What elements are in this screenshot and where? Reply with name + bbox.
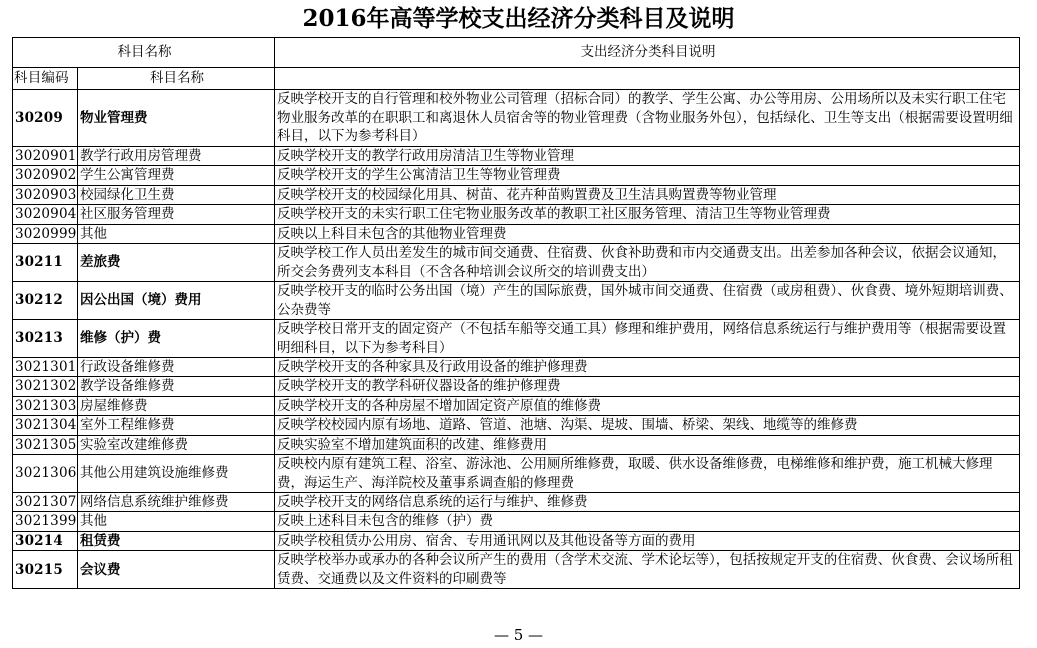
subject-name: 维修（护）费 bbox=[78, 320, 275, 358]
table-row bbox=[13, 282, 1020, 320]
subject-code: 3021304 bbox=[13, 416, 78, 435]
subject-description: 反映学校开支的教学行政用房清洁卫生等物业管理 bbox=[275, 147, 1020, 166]
subject-name: 室外工程维修费 bbox=[78, 416, 275, 435]
subject-name: 房屋维修费 bbox=[78, 396, 275, 415]
subject-code: 3020999 bbox=[13, 224, 78, 243]
subject-description: 反映以上科目未包含的其他物业管理费 bbox=[275, 224, 1020, 243]
subject-description: 反映学校开支的学生公寓清洁卫生等物业管理费 bbox=[275, 166, 1020, 185]
subject-description: 反映学校开支的校园绿化用具、树苗、花卉种苗购置费及卫生洁具购置费等物业管理 bbox=[275, 185, 1020, 204]
subject-name: 行政设备维修费 bbox=[78, 358, 275, 377]
subject-description: 反映学校工作人员出差发生的城市间交通费、住宿费、伙食补助费和市内交通费支出。出差参加各种会议，依据会议通知，所交会务费列支本科目（不含各种培训会议所交的培训费支出） bbox=[275, 244, 1020, 282]
subject-name: 因公出国（境）费用 bbox=[78, 282, 275, 320]
table-row bbox=[13, 396, 1020, 415]
subject-name: 租赁费 bbox=[78, 531, 275, 550]
subject-name: 实验室改建维修费 bbox=[78, 435, 275, 454]
subject-description: 反映学校开支的各种家具及行政用设备的维护修理费 bbox=[275, 358, 1020, 377]
subject-description: 反映学校开支的临时公务出国（境）产生的国际旅费，国外城市间交通费、住宿费（或房租费）、伙食费、境外短期培训费、公杂费等 bbox=[275, 282, 1020, 320]
subject-name: 学生公寓管理费 bbox=[78, 166, 275, 185]
subject-name: 教学设备维修费 bbox=[78, 377, 275, 396]
subject-name: 教学行政用房管理费 bbox=[78, 147, 275, 166]
subject-description: 反映学校开支的网络信息系统的运行与维护、维修费 bbox=[275, 493, 1020, 512]
table-row bbox=[13, 147, 1020, 166]
subject-description: 反映实验室不增加建筑面积的改建、维修费用 bbox=[275, 435, 1020, 454]
subject-code: 30214 bbox=[13, 531, 78, 550]
header-row-top bbox=[13, 38, 1020, 68]
table-row bbox=[13, 244, 1020, 282]
table-row bbox=[13, 493, 1020, 512]
subject-name: 差旅费 bbox=[78, 244, 275, 282]
table-row bbox=[13, 90, 1020, 147]
table-row bbox=[13, 205, 1020, 224]
subject-description: 反映上述科目未包含的维修（护）费 bbox=[275, 512, 1020, 531]
subject-code: 3021303 bbox=[13, 396, 78, 415]
subject-description: 反映学校开支的自行管理和校外物业公司管理（招标合同）的教学、学生公寓、办公等用房、公用场所以及未实行职工住宅物业服务改革的在职职工和离退休人员宿舍等的物业管理费（含物业服务外包），包括绿化、卫生等支出（根据需要设置明细科目，以下为参考科目） bbox=[275, 90, 1020, 147]
subject-code: 3020904 bbox=[13, 205, 78, 224]
column-code-header: 科目编码 bbox=[13, 68, 78, 90]
subject-code: 30209 bbox=[13, 90, 78, 147]
page-title: 2016年高等学校支出经济分类科目及说明 bbox=[302, 5, 735, 32]
table-row bbox=[13, 358, 1020, 377]
subject-name: 会议费 bbox=[78, 551, 275, 589]
table-row bbox=[13, 551, 1020, 589]
header-subject: 科目名称 bbox=[13, 38, 275, 68]
table-row bbox=[13, 455, 1020, 493]
subject-name: 物业管理费 bbox=[78, 90, 275, 147]
subject-table bbox=[12, 37, 1020, 589]
subject-code: 3021301 bbox=[13, 358, 78, 377]
column-name-header: 科目名称 bbox=[78, 68, 275, 90]
subject-code: 3020903 bbox=[13, 185, 78, 204]
subject-code: 30215 bbox=[13, 551, 78, 589]
subject-description: 反映学校开支的教学科研仪器设备的维护修理费 bbox=[275, 377, 1020, 396]
subject-code: 3021399 bbox=[13, 512, 78, 531]
table-row bbox=[13, 512, 1020, 531]
subject-code: 3021305 bbox=[13, 435, 78, 454]
table-row bbox=[13, 185, 1020, 204]
subject-description: 反映学校开支的未实行职工住宅物业服务改革的教职工社区服务管理、清洁卫生等物业管理费 bbox=[275, 205, 1020, 224]
subject-name: 社区服务管理费 bbox=[78, 205, 275, 224]
subject-description: 反映学校租赁办公用房、宿舍、专用通讯网以及其他设备等方面的费用 bbox=[275, 531, 1020, 550]
subject-code: 3021302 bbox=[13, 377, 78, 396]
subject-name: 校园绿化卫生费 bbox=[78, 185, 275, 204]
subject-name: 其他 bbox=[78, 512, 275, 531]
subject-code: 3021307 bbox=[13, 493, 78, 512]
subject-description: 反映校内原有建筑工程、浴室、游泳池、公用厕所维修费，取暖、供水设备维修费，电梯维修和维护费，施工机械大修理费，海运生产、海洋院校及董事系调查船的修理费 bbox=[275, 455, 1020, 493]
subject-description: 反映学校校园内原有场地、道路、管道、池塘、沟渠、堤坡、围墙、桥梁、架线、地缆等的维修费 bbox=[275, 416, 1020, 435]
table-row bbox=[13, 320, 1020, 358]
table-row bbox=[13, 224, 1020, 243]
subject-code: 30213 bbox=[13, 320, 78, 358]
subject-name: 其他公用建筑设施维修费 bbox=[78, 455, 275, 493]
table-row bbox=[13, 435, 1020, 454]
subject-code: 30212 bbox=[13, 282, 78, 320]
subject-name: 网络信息系统维护维修费 bbox=[78, 493, 275, 512]
table-row bbox=[13, 377, 1020, 396]
subject-name: 其他 bbox=[78, 224, 275, 243]
header-blank-cell bbox=[275, 68, 1020, 90]
page-number: — 5 — bbox=[493, 626, 544, 644]
table-row bbox=[13, 416, 1020, 435]
subject-description: 反映学校开支的各种房屋不增加固定资产原值的维修费 bbox=[275, 396, 1020, 415]
subject-code: 3021306 bbox=[13, 455, 78, 493]
subject-code: 3020902 bbox=[13, 166, 78, 185]
subject-code: 30211 bbox=[13, 244, 78, 282]
subject-description: 反映学校日常开支的固定资产（不包括车船等交通工具）修理和维护费用，网络信息系统运行与维护费用等（根据需要设置明细科目，以下为参考科目） bbox=[275, 320, 1020, 358]
subject-code: 3020901 bbox=[13, 147, 78, 166]
subject-description: 反映学校举办或承办的各种会议所产生的费用（含学术交流、学术论坛等），包括按规定开支的住宿费、伙食费、会议场所租赁费、交通费以及文件资料的印刷费等 bbox=[275, 551, 1020, 589]
table-row bbox=[13, 166, 1020, 185]
table-row bbox=[13, 531, 1020, 550]
header-description: 支出经济分类科目说明 bbox=[275, 38, 1020, 68]
header-row-sub bbox=[13, 68, 1020, 90]
